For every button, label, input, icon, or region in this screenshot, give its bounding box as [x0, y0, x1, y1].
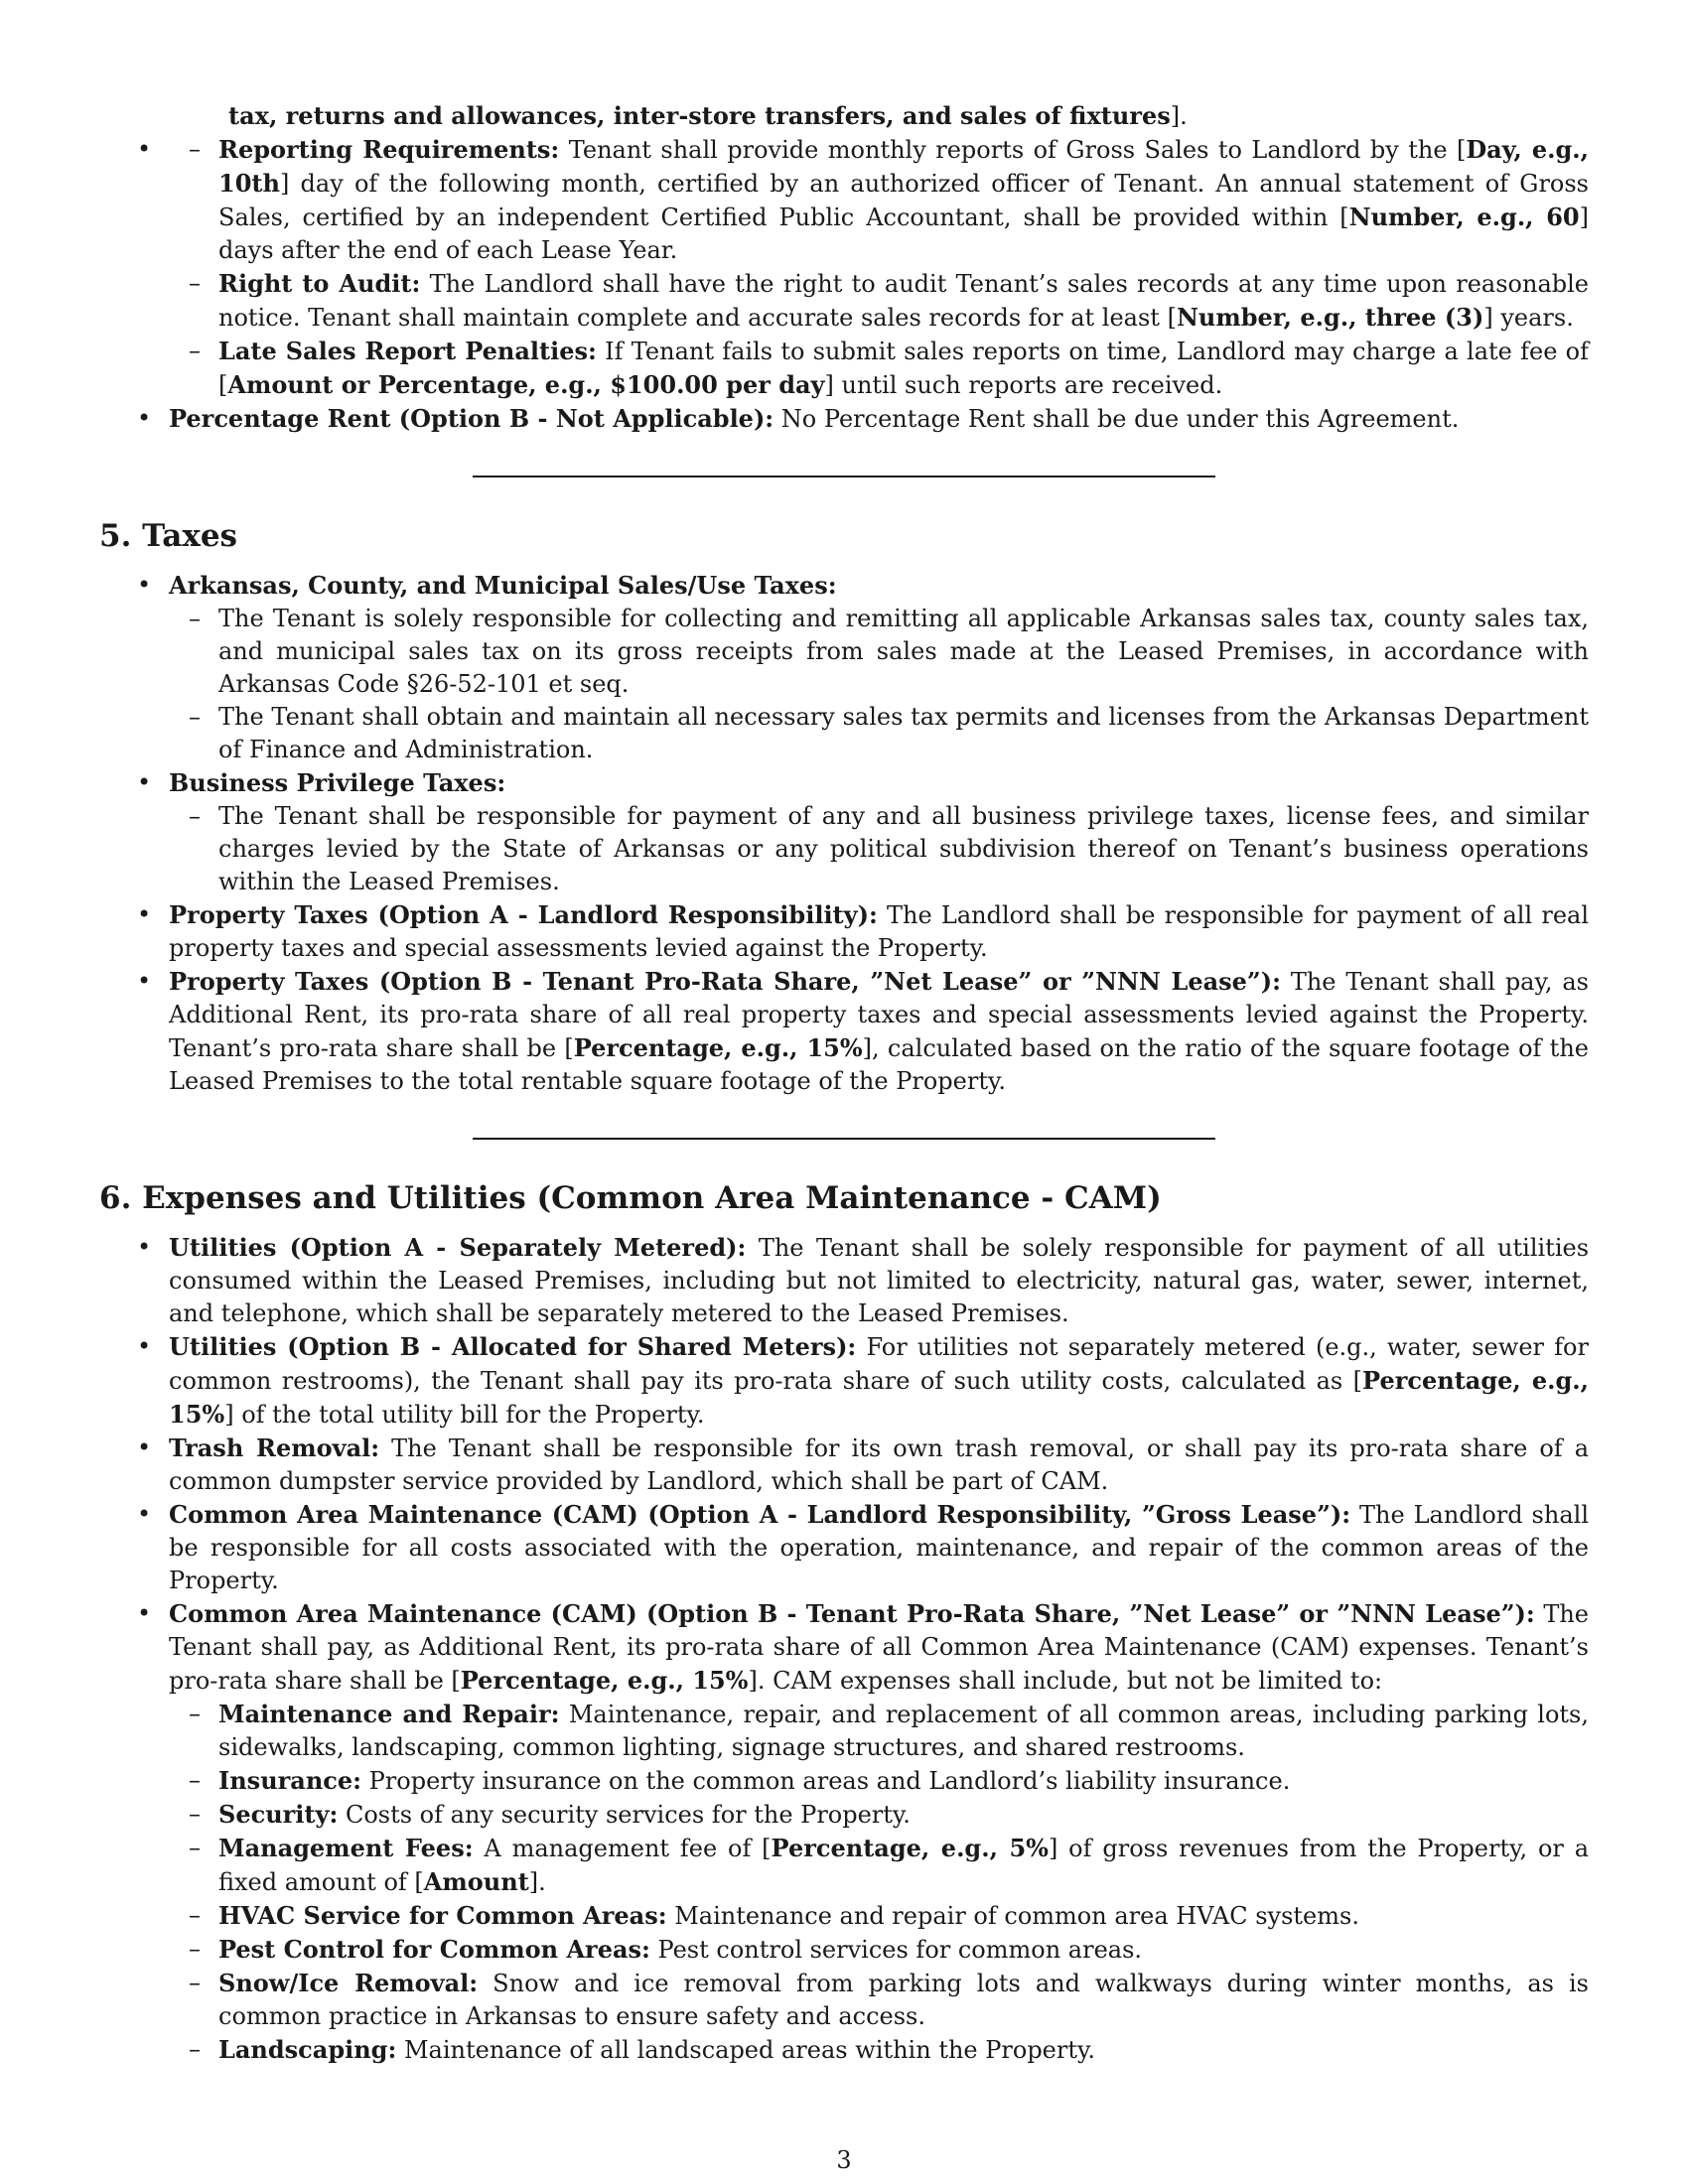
cam-subitem-snow [159, 1967, 1589, 2033]
item-placeholder: Percentage, e.g., 15% [460, 1666, 749, 1695]
item-text: ] days after the end of each Lease Year. [218, 204, 1590, 264]
item-text: The Tenant shall pay, as Additional Rent, its pro-rata share of all Common Area Maintenance (CAM) expenses. Tenant’s pro-rata share shall be [ [169, 1600, 1589, 1695]
item-text: Snow and ice removal from parking lots and walkways during winter months, as is common practice in Arkansas to ensure safety and access. [218, 1970, 1589, 2030]
cam-subitem-maintenance [159, 1698, 1589, 1764]
sales-tax-subitem: – The Tenant shall obtain and maintain all necessary sales tax permits and licenses from the Arkansas Department of Finance and Administration. [159, 701, 1589, 766]
item-placeholder: Number, e.g., 60 [1348, 203, 1580, 231]
privilege-tax-item [99, 766, 1589, 898]
continued-end: ]. [1170, 102, 1188, 130]
percentage-rent-option-b [99, 402, 1589, 436]
utilities-option-a [99, 1231, 1589, 1330]
reporting-sublist [159, 133, 1589, 402]
item-placeholder: Percentage, e.g., 5% [771, 1834, 1049, 1862]
item-text: Costs of any security services for the Property. [338, 1801, 911, 1829]
expenses-list [99, 1231, 1589, 2067]
item-text: If Tenant fails to submit sales reports on time, Landlord may charge a late fee of [ [218, 338, 1589, 399]
item-label: Landscaping: [218, 2035, 397, 2064]
document-page [99, 99, 1589, 2067]
item-label: Security: [218, 1800, 339, 1829]
property-tax-option-b [99, 965, 1589, 1098]
item-label: Trash Removal: [169, 1433, 380, 1462]
item-text: Maintenance of all landscaped areas within the Property. [396, 2036, 1096, 2064]
percentage-rent-continued [99, 133, 1589, 402]
sales-tax-sublist [159, 603, 1589, 766]
item-text: ] of the total utility bill for the Property. [224, 1401, 705, 1429]
privilege-tax-subitem: – The Tenant shall be responsible for payment of any and all business privilege taxes, license fees, and similar charges levied by the State of Arkansas or any political subdivision thereof on Tenant’s business operations within the Leased Premises. [159, 800, 1589, 898]
late-penalty-item [159, 335, 1589, 402]
audit-item [159, 267, 1589, 335]
item-label: Property Taxes (Option A - Landlord Responsibility): [169, 900, 878, 929]
item-text: ] day of the following month, certified by an authorized officer of Tenant. An annual statement of Gross Sales, certified by an independent Certified Public Accountant, shall be provided within [ [218, 170, 1589, 231]
section-6-heading: 6. Expenses and Utilities (Common Area Maintenance - CAM) [99, 1180, 1162, 1216]
cam-subitem-insurance [159, 1764, 1589, 1798]
item-placeholder: Number, e.g., three (3) [1176, 303, 1484, 332]
item-label: Snow/Ice Removal: [218, 1969, 479, 1997]
item-label: Common Area Maintenance (CAM) (Option A - Landlord Responsibility, ”Gross Lease”): [169, 1500, 1351, 1529]
continued-text [99, 99, 1589, 133]
item-label: Pest Control for Common Areas: [218, 1935, 650, 1964]
taxes-list [99, 569, 1589, 1098]
cam-subitem-security [159, 1798, 1589, 1832]
item-text: ] of gross revenues from the Property, or a fixed amount of [ [218, 1835, 1590, 1896]
item-label: Right to Audit: [218, 269, 421, 298]
section-5-heading: 5. Taxes [99, 518, 238, 554]
section-divider [473, 1138, 1215, 1140]
item-label: Percentage Rent (Option B - Not Applicable): [169, 404, 774, 433]
item-text: The Tenant shall pay, as Additional Rent, its pro-rata share of all real property taxes and special assessments levied against the Property. Tenant’s pro-rata share shall be [ [169, 968, 1590, 1062]
cam-subitem-landscaping [159, 2033, 1589, 2067]
item-text: ], calculated based on the ratio of the square footage of the Leased Premises to the total rentable square footage of the Property. [169, 1034, 1589, 1095]
item-placeholder: Amount or Percentage, e.g., $100.00 per day [227, 370, 825, 399]
item-label: Common Area Maintenance (CAM) (Option B - Tenant Pro-Rata Share, ”Net Lease” or ”NNN Lease”): [169, 1599, 1535, 1628]
item-label: Property Taxes (Option B - Tenant Pro-Rata Share, ”Net Lease” or ”NNN Lease”): [169, 967, 1281, 996]
item-text: The Tenant shall be solely responsible for payment of all utilities consumed within the Leased Premises, including but not limited to electricity, natural gas, water, sewer, internet, and telephone, which shall be separately metered to the Leased Premises. [169, 1234, 1590, 1327]
item-text: Pest control services for common areas. [649, 1936, 1143, 1964]
item-label: Utilities (Option B - Allocated for Shared Meters): [169, 1332, 857, 1361]
trash-removal-item [99, 1432, 1589, 1498]
item-label: Management Fees: [218, 1834, 474, 1862]
item-text: For utilities not separately metered (e.g., water, sewer for common restrooms), the Tenant shall pay its pro-rata share of such utility costs, calculated as [ [169, 1333, 1589, 1395]
sales-tax-subitem: – The Tenant is solely responsible for collecting and remitting all applicable Arkansas sales tax, county sales tax, and municipal sales tax on its gross receipts from sales made at the Leased Premises, in accordance with Arkansas Code §26-52-101 et seq. [159, 603, 1589, 701]
item-text: Maintenance, repair, and replacement of all common areas, including parking lots, sidewalks, landscaping, common lighting, signage structures, and shared restrooms. [218, 1701, 1589, 1761]
item-label: Reporting Requirements: [218, 135, 560, 164]
page-number: 3 [836, 2146, 852, 2174]
property-tax-option-a [99, 898, 1589, 965]
item-label: HVAC Service for Common Areas: [218, 1901, 667, 1930]
item-text: No Percentage Rent shall be due under this Agreement. [774, 405, 1460, 433]
item-text: The Landlord shall have the right to audit Tenant’s sales records at any time upon reasonable notice. Tenant shall maintain complete and accurate sales records for at least [ [218, 270, 1589, 332]
item-text: ] until such reports are received. [824, 371, 1223, 399]
item-text: ]. CAM expenses shall include, but not be limited to: [748, 1667, 1383, 1695]
item-text: Maintenance and repair of common area HVAC systems. [666, 1902, 1359, 1930]
item-placeholder: Percentage, e.g., 15% [573, 1033, 863, 1062]
item-placeholder: Percentage, e.g., 15% [169, 1366, 1590, 1429]
utilities-option-b [99, 1330, 1589, 1432]
privilege-tax-sublist [159, 800, 1589, 898]
item-text: A management fee of [ [473, 1835, 772, 1862]
reporting-item [159, 133, 1589, 267]
item-label: Maintenance and Repair: [218, 1700, 560, 1728]
item-text: ]. [528, 1868, 546, 1896]
item-label: Arkansas, County, and Municipal Sales/Use Taxes: [169, 571, 837, 600]
item-label: Business Privilege Taxes: [169, 768, 506, 797]
cam-subitem-management [159, 1832, 1589, 1899]
item-text: The Landlord shall be responsible for all costs associated with the operation, maintenance, and repair of the common areas of the Property. [169, 1501, 1589, 1594]
cam-expenses-sublist [159, 1698, 1589, 2067]
cam-option-b [99, 1597, 1589, 2067]
item-label: Utilities (Option A - Separately Metered): [169, 1233, 747, 1262]
sales-tax-item [99, 569, 1589, 766]
item-text: The Landlord shall be responsible for payment of all real property taxes and special assessments levied against the Property. [169, 901, 1589, 962]
cam-subitem-hvac [159, 1899, 1589, 1933]
section-divider [473, 476, 1215, 478]
item-placeholder: Amount [423, 1867, 529, 1896]
item-text: ] years. [1483, 304, 1574, 332]
item-text: Property insurance on the common areas and Landlord’s liability insurance. [361, 1767, 1291, 1795]
cam-option-a [99, 1498, 1589, 1597]
item-text: Tenant shall provide monthly reports of Gross Sales to Landlord by the [ [559, 136, 1467, 164]
cam-subitem-pest [159, 1933, 1589, 1967]
item-text: The Tenant shall be responsible for its own trash removal, or shall pay its pro-rata share of a common dumpster service provided by Landlord, which shall be part of CAM. [169, 1434, 1590, 1495]
continued-bold: tax, returns and allowances, inter-store transfers, and sales of fixtures [228, 101, 1171, 130]
item-label: Insurance: [218, 1766, 362, 1795]
item-placeholder: Day, e.g., 10th [218, 135, 1590, 198]
item-label: Late Sales Report Penalties: [218, 337, 597, 365]
percentage-rent-list [99, 133, 1589, 436]
